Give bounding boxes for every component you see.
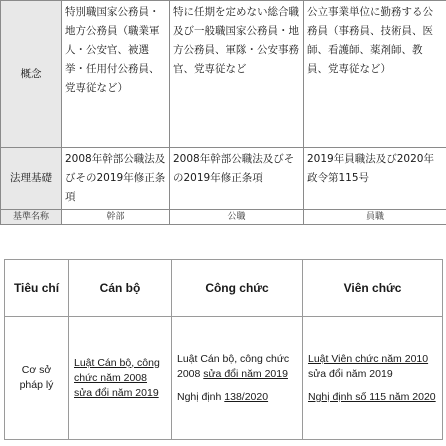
vn-civil-law [177, 352, 297, 382]
vn-civil-law-text: Luật Cán bộ, công chức 2008 [177, 352, 290, 380]
jp-row-concept [1, 1, 446, 148]
jp-law-civil-servant: 2008年幹部公職法及びその2019年修正条項 [170, 148, 304, 210]
vn-employee-decree [308, 390, 437, 405]
jp-row-legal-basis [1, 148, 446, 210]
jp-concept-public-employee: 公立事業単位に勤務する公務員（事務員、技術員、医師、看護師、薬剤師、教員、党専従など） [304, 1, 446, 148]
vn-employee-law [308, 352, 437, 382]
vietnamese-comparison-table [4, 259, 443, 440]
jp-concept-cadre: 特別職国家公務員・地方公務員（職業軍人・公安官、被選挙・任用付公務員、党専従など） [62, 1, 170, 148]
vn-row-legal-basis [5, 317, 443, 440]
vn-cadre-law-link[interactable]: Luật Cán bộ, công chức năm 2008 [74, 356, 160, 384]
vn-header-public-employee: Viên chức [303, 260, 443, 317]
vn-employee-law-rest: sửa đổi năm 2019 [308, 367, 393, 380]
jp-concept-civil-servant: 特に任期を定めない総合職及び一般職国家公務員・地方公務員、軍隊・公安事務官、党専従など [170, 1, 304, 148]
vn-label-line1: Cơ sở [21, 364, 52, 376]
jp-name-civil-servant: 公職 [170, 210, 304, 225]
vn-employee-decree-link[interactable]: Nghị định số 115 năm 2020 [308, 390, 436, 403]
vn-legal-cadre [69, 317, 172, 440]
vn-legal-public-employee [303, 317, 443, 440]
jp-label-legal-basis: 法理基礎 [1, 148, 62, 210]
vn-cadre-law-rest: sửa đổi năm 2019 [74, 386, 159, 399]
vn-header-cadre: Cán bộ [69, 260, 172, 317]
jp-law-cadre: 2008年幹部公職法及びその2019年修正条項 [62, 148, 170, 210]
jp-name-public-employee: 員職 [304, 210, 446, 225]
vn-employee-law-link[interactable]: Luật Viên chức năm 2010 [308, 352, 429, 365]
vn-header-row [5, 260, 443, 317]
vn-civil-decree [177, 390, 297, 405]
vn-legal-civil-servant [172, 317, 303, 440]
jp-label-concept: 概念 [1, 1, 62, 148]
vn-civil-decree-link[interactable]: 138/2020 [224, 390, 269, 403]
vn-header-criteria: Tiêu chí [5, 260, 69, 317]
vn-civil-law-amend-link[interactable]: sửa đổi năm 2019 [203, 367, 288, 380]
vn-label-line2: pháp lý [19, 379, 54, 391]
vn-civil-decree-text: Nghị định [177, 390, 225, 403]
vn-label-legal-basis [5, 317, 69, 440]
jp-row-standard-name [1, 210, 446, 225]
jp-name-cadre: 幹部 [62, 210, 170, 225]
vn-header-civil-servant: Công chức [172, 260, 303, 317]
jp-label-standard-name: 基準名称 [1, 210, 62, 225]
jp-law-public-employee: 2019年員職法及び2020年政令第115号 [304, 148, 446, 210]
